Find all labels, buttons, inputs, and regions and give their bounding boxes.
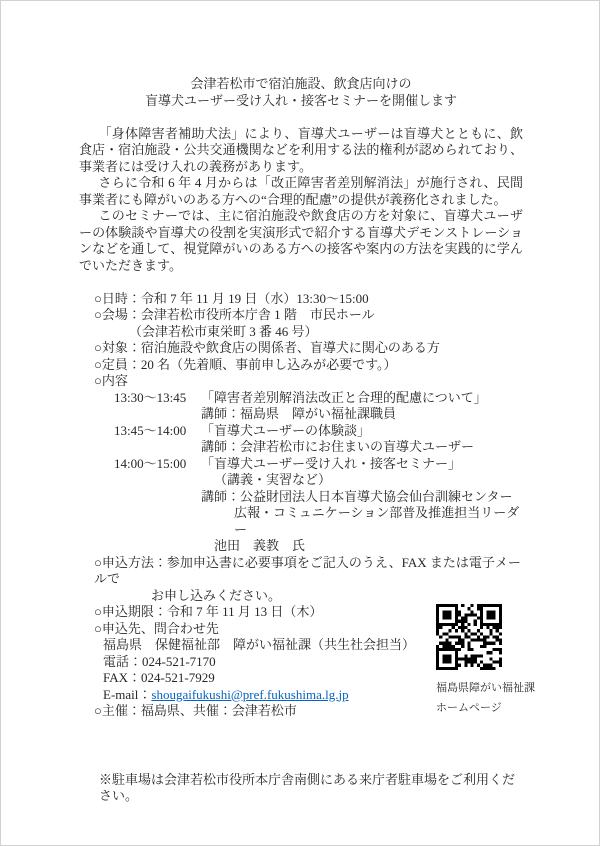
contact-phone: 電話：024-521-7170: [103, 653, 216, 669]
email-link[interactable]: shougaifukushi@pref.fukushima.lg.jp: [151, 686, 349, 702]
parking-note: ※駐車場は会津若松市役所本庁舎南側にある来庁者駐車場をご利用ください。: [99, 771, 516, 803]
schedule-lecturer: 講師：会津若松市にお住まいの盲導犬ユーザー: [201, 439, 475, 454]
application-method-line1: ○申込方法：参加申込書に必要事項をご記入のうえ、FAX または電子メールで: [94, 554, 521, 586]
schedule-row: [79, 456, 523, 473]
detail-venue-address: （会津若松市東栄町 3 番 46 号）: [129, 323, 318, 339]
schedule-title: 「盲導犬ユーザー受け入れ・接客セミナー」: [201, 455, 462, 471]
schedule-title: 「障害者差別解消法改正と合理的配慮について」: [201, 389, 487, 405]
schedule-lecturer-title: 広報・コミュニケーション部普及推進担当リーダー: [234, 505, 520, 537]
schedule-format: （講義・実習など）: [214, 472, 332, 487]
contact-fax: FAX：024-521-7929: [103, 670, 215, 685]
schedule-lecturer-name: 池田 義教 氏: [214, 538, 306, 553]
qr-block: [436, 604, 566, 718]
schedule-lecturer: 講師：福島県 障がい福祉課職員: [201, 406, 397, 421]
detail-audience: ○対象：宿泊施設や飲食店の関係者、盲導犬に関心のある方: [94, 340, 440, 355]
spacer: [79, 109, 523, 126]
schedule-row: [79, 390, 523, 407]
detail-capacity: ○定員：20 名（先着順、事前申し込みが必要です。）: [94, 356, 397, 372]
application-method-line2: お申し込みください。: [151, 587, 282, 603]
qr-caption-line1: 福島県障がい福祉課: [436, 682, 535, 694]
qr-code: [436, 604, 502, 670]
detail-contents-label: ○内容: [94, 373, 128, 388]
contact-organization: 福島県 保健福祉部 障がい福祉課（共生社会担当）: [103, 637, 416, 652]
doc-title-line2: 盲導犬ユーザー受け入れ・接客セミナーを開催します: [144, 92, 457, 108]
schedule-time: 14:00～15:00: [114, 455, 187, 471]
detail-datetime: ○日時：令和 7 年 11 月 19 日（水）13:30～15:00: [94, 290, 369, 306]
detail-venue: ○会場：会津若松市役所本庁舎 1 階 市民ホール: [94, 307, 375, 322]
schedule-title: 「盲導犬ユーザーの体験談」: [201, 422, 371, 438]
schedule-time: 13:45～14:00: [114, 422, 187, 438]
contact-header: ○申込先、問合わせ先: [94, 620, 219, 636]
qr-caption-line2: ホームページ: [436, 702, 502, 714]
schedule-row: [79, 423, 523, 440]
intro-paragraph-3: このセミナーでは、主に宿泊施設や飲食店の方を対象に、盲導犬ユーザーの体験談や盲導犬の役割を実演形式で紹介する盲導犬デモンストレーションなどを通して、視覚障がいのある方への接客や案内の方法を実践的に学んでいただきます。: [79, 208, 523, 273]
spacer: [79, 274, 523, 291]
intro-paragraph-1: 「身体障害者補助犬法」により、盲導犬ユーザーは盲導犬とともに、飲食店・宿泊施設・公共交通機関などを利用する法的権利が認められており、事業者には受け入れの義務があります。: [79, 125, 523, 174]
organizer-line: ○主催：福島県、共催：会津若松市: [94, 703, 297, 718]
doc-title-line1: 会津若松市で宿泊施設、飲食店向けの: [190, 76, 412, 91]
intro-paragraph-2: さらに令和 6 年 4 月からは「改正障害者差別解消法」が施行され、民間事業者にも障がいのある方への“合理的配慮”の提供が義務化されました。: [79, 175, 523, 207]
application-deadline: ○申込期限：令和 7 年 11 月 13 日（木）: [94, 604, 323, 619]
schedule-time: 13:30～13:45: [114, 389, 187, 405]
schedule-lecturer: 講師：公益財団法人日本盲導犬協会仙台訓練センター: [201, 488, 513, 504]
email-label: E-mail：: [103, 686, 152, 702]
